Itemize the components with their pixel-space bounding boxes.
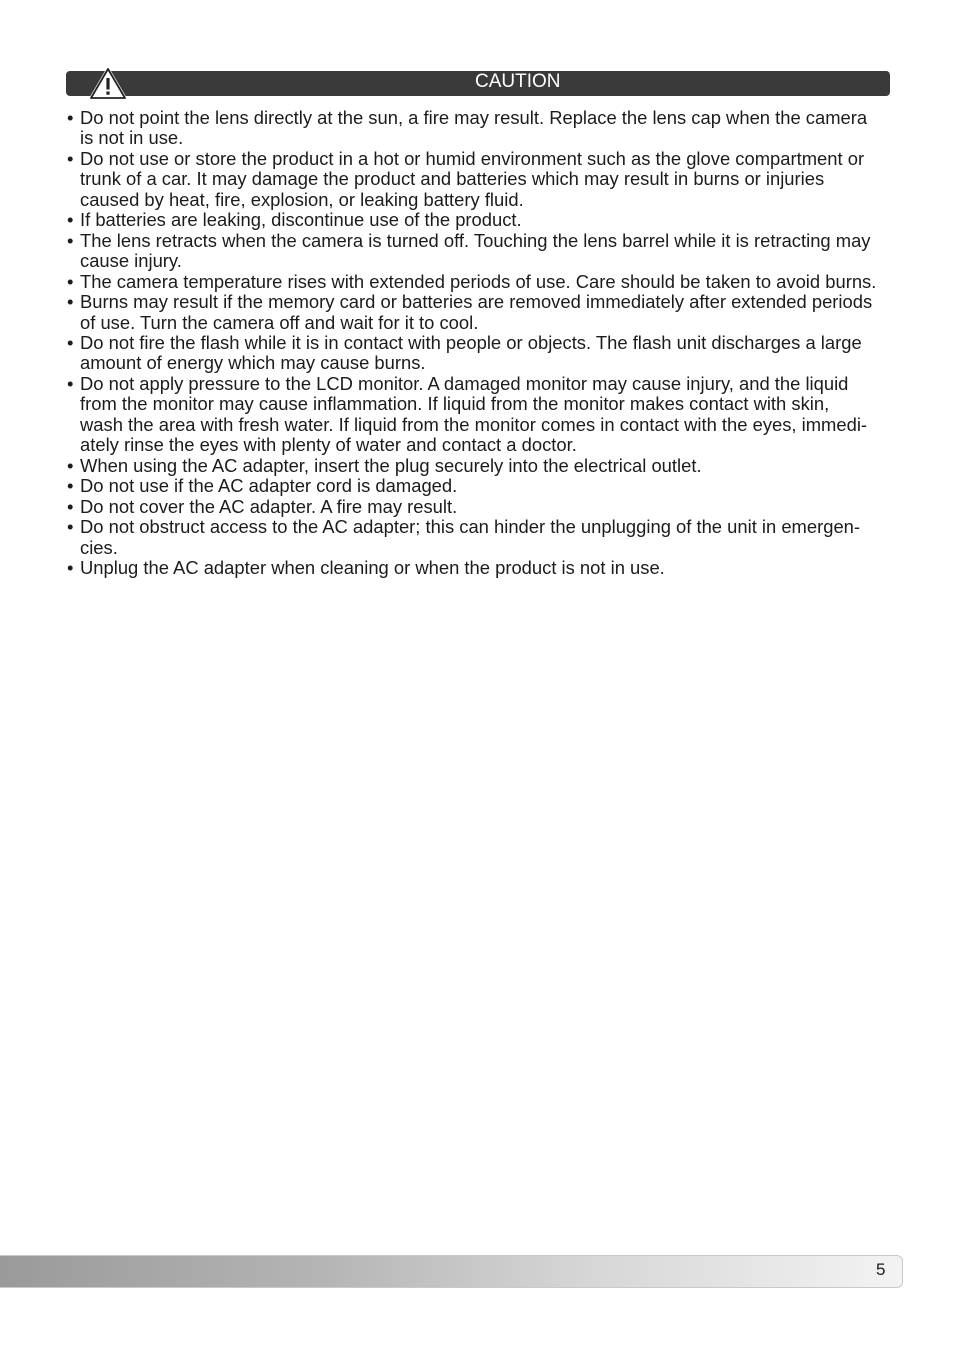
list-item-text: Do not obstruct access to the AC adapter; this can hinder the unplugging of the unit in emergen- cies. — [80, 516, 861, 558]
list-item-text: Do not use or store the product in a hot or humid environment such as the glove compartment or trunk of a car. It may damage the product and batteries which may result in burns or injuries caused by heat, fire, explosion, or leaking battery fluid. — [80, 147, 865, 210]
list-item — [0, 272, 954, 292]
bullet: • — [67, 331, 74, 353]
list-item-text: When using the AC adapter, insert the plug securely into the electrical outlet. — [80, 454, 702, 476]
bullet: • — [67, 291, 74, 313]
bullet: • — [67, 495, 74, 517]
list-item-text: Do not cover the AC adapter. A fire may result. — [80, 495, 458, 517]
caution-list — [0, 108, 954, 578]
list-item — [0, 374, 954, 456]
list-item — [0, 517, 954, 558]
list-item-text: The camera temperature rises with extended periods of use. Care should be taken to avoid burns. — [80, 270, 877, 292]
bullet: • — [67, 229, 74, 251]
list-item — [0, 210, 954, 230]
list-item-text: Do not fire the flash while it is in contact with people or objects. The flash unit discharges a large amount of energy which may cause burns. — [80, 331, 862, 374]
list-item — [0, 292, 954, 333]
bullet: • — [67, 209, 74, 231]
list-item — [0, 333, 954, 374]
list-item-text: If batteries are leaking, discontinue use of the product. — [80, 209, 522, 231]
caution-title: CAUTION — [475, 71, 561, 92]
bullet: • — [67, 556, 74, 578]
list-item-text: Do not use if the AC adapter cord is damaged. — [80, 475, 458, 497]
list-item-text: The lens retracts when the camera is turned off. Touching the lens barrel while it is retracting may cause injury. — [80, 229, 871, 272]
list-item — [0, 231, 954, 272]
bullet: • — [67, 270, 74, 292]
page-number: 5 — [876, 1260, 886, 1279]
footer-bar — [0, 1255, 903, 1288]
bullet: • — [67, 516, 74, 538]
list-item-text: Burns may result if the memory card or batteries are removed immediately after extended periods of use. Turn the camera off and wait for it to cool. — [80, 291, 873, 333]
list-item — [0, 149, 954, 210]
list-item — [0, 558, 954, 578]
list-item-text: Do not apply pressure to the LCD monitor. A damaged monitor may cause injury, and the liquid from the monitor may cause inflammation. If liquid from the monitor makes contact with skin, wash the area with fresh water. If liquid from the monitor comes in contact with the eyes, immedi- ately rinse the eyes with plenty of water and contact a doctor. — [80, 372, 868, 456]
bullet: • — [67, 372, 74, 394]
list-item-text: Do not point the lens directly at the sun, a fire may result. Replace the lens cap when the camera is not in use. — [80, 107, 868, 149]
warning-triangle-icon — [87, 65, 129, 101]
list-item-text: Unplug the AC adapter when cleaning or when the product is not in use. — [80, 556, 665, 578]
list-item — [0, 476, 954, 496]
bullet: • — [67, 107, 74, 128]
list-item — [0, 497, 954, 517]
bullet: • — [67, 147, 74, 169]
list-item — [0, 456, 954, 476]
bullet: • — [67, 475, 74, 497]
bullet: • — [67, 454, 74, 476]
list-item — [0, 108, 954, 149]
